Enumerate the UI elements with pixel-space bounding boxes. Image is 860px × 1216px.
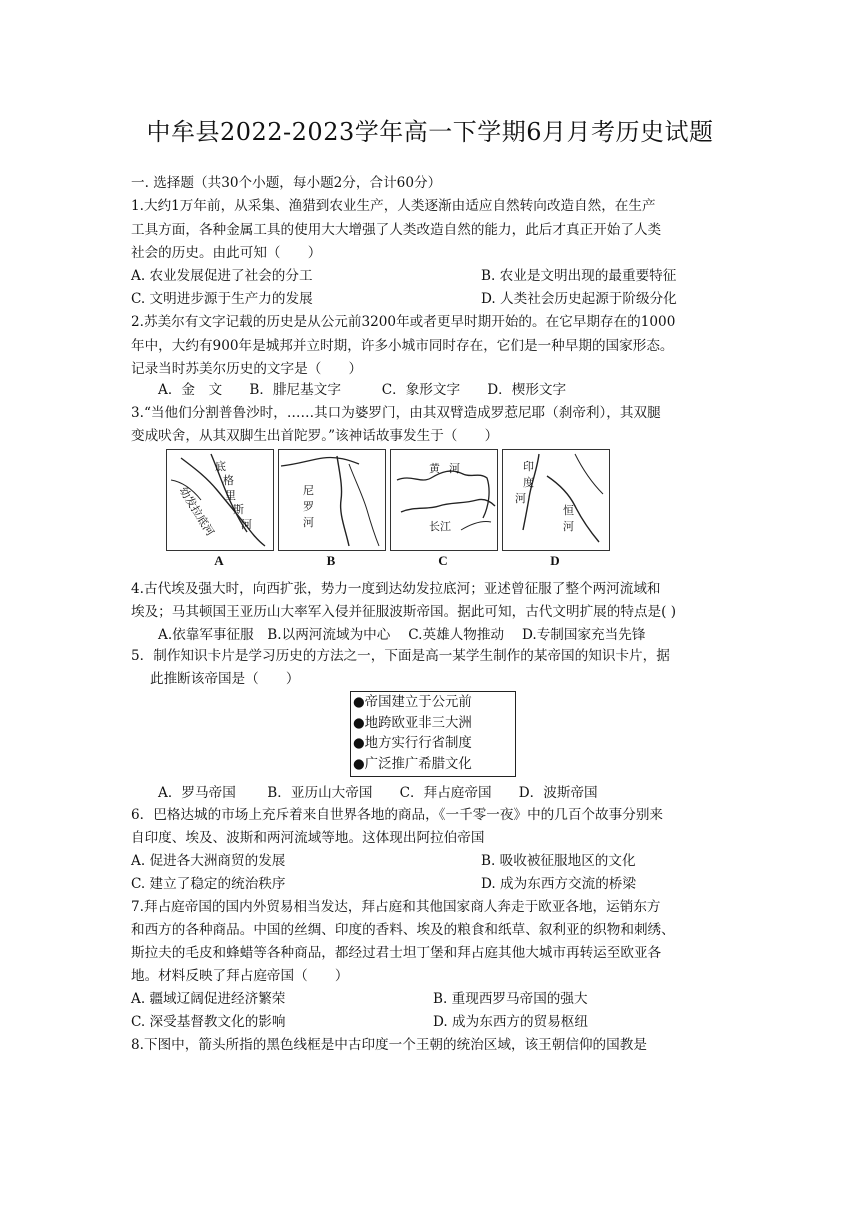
map-a-label-si: 斯 [233,503,244,516]
q6-option-c: C. 建立了稳定的统治秩序 [131,876,286,892]
q1-option-d: D. 人类社会历史起源于阶级分化 [481,291,677,307]
q8-stem-line1: 8.下图中，箭头所指的黑色线框是中古印度一个王朝的统治区域，该王朝信仰的国教是 [131,1037,647,1053]
q4-options: A.依靠军事征服 B.以两河流域为中心 C.英雄人物推动 D.专制国家充当先锋 [158,627,646,643]
map-d-label-he2: 河 [563,520,574,533]
q7-stem-line2: 和西方的各种商品。中国的丝绸、印度的香料、埃及的粮食和纸草、叙利亚的织物和刺绣、 [131,922,675,938]
q1-option-a: A. 农业发展促进了社会的分工 [131,268,313,284]
map-a-label-di: 底 [215,460,226,473]
q1-stem-line2: 工具方面，各种金属工具的使用大大增强了人类改造自然的能力，此后才真正开始了人类 [131,222,662,238]
q7-stem-line4: 地。材料反映了拜占庭帝国（ ） [131,968,349,984]
map-a-label-li: 里 [225,489,236,502]
q2-stem-line2: 年中，大约有900年是城邦并立时期，许多小城市同时存在，它们是一种早期的国家形态。 [131,338,674,354]
map-c-caption: C [438,553,448,568]
q7-option-b: B. 重现西罗马帝国的强大 [433,991,588,1007]
map-d-label-heng: 恒 [563,504,574,517]
q1-stem-line1: 1.大约1万年前，从采集、渔猎到农业生产，人类逐渐由适应自然转向改造自然，在生产 [131,198,656,214]
q6-option-a: A. 促进各大洲商贸的发展 [131,853,286,869]
map-b-caption: B [326,553,336,568]
card-item: ●广泛推广希腊文化 [353,756,472,772]
q7-option-c: C. 深受基督教文化的影响 [131,1014,286,1030]
knowledge-card [350,691,516,777]
map-c-label-he: 河 [449,462,460,475]
map-c-china [390,449,498,551]
map-b-label-luo: 罗 [303,500,314,513]
q6-stem-line1: 6．巴格达城的市场上充斥着来自世界各地的商品，《一千零一夜》中的几百个故事分别来 [131,807,664,823]
q6-stem-line2: 自印度、埃及、波斯和两河流域等地。这体现出阿拉伯帝国 [131,830,485,846]
map-d-caption: D [550,553,560,568]
q6-option-b: B. 吸收被征服地区的文化 [481,853,636,869]
q7-stem-line3: 斯拉夫的毛皮和蜂蜡等各种商品，都经过君士坦丁堡和拜占庭其他大城市再转运至欧亚各 [131,945,662,961]
q7-stem-line1: 7.拜占庭帝国的国内外贸易相当发达，拜占庭和其他国家商人奔走于欧亚各地，运销东方 [131,899,661,915]
q1-stem-line3: 社会的历史。由此可知（ ） [131,245,322,261]
q1-option-b: B. 农业是文明出现的最重要特征 [481,268,677,284]
map-d-label-he1: 河 [515,492,526,505]
q5-stem-line2: 此推断该帝国是（ ） [150,671,300,687]
map-b-label-ni: 尼 [303,484,314,497]
q3-stem-line2: 变成吠舍，从其双脚生出首陀罗。”该神话故事发生于（ ） [131,428,499,444]
q3-river-maps [160,449,720,573]
q7-option-d: D. 成为东西方的贸易枢纽 [433,1014,588,1030]
map-c-label-changjiang: 长江 [429,520,451,533]
card-item: ●帝国建立于公元前 [353,695,472,710]
q1-option-c: C. 文明进步源于生产力的发展 [131,291,313,307]
q4-stem-line2: 埃及；马其顿国王亚历山大率军入侵并征服波斯帝国。据此可知，古代文明扩展的特点是( ) [131,604,677,620]
card-item: ●地跨欧亚非三大洲 [353,715,472,731]
map-b-nile [278,449,386,551]
q7-option-a: A. 疆域辽阔促进经济繁荣 [131,991,286,1007]
q3-stem-line1: 3.“当他们分割普鲁沙时，……其口为婆罗门，由其双臂造成罗惹尼耶（刹帝利），其双腿 [131,405,661,421]
map-a-caption: A [214,553,224,568]
q2-stem-line1: 2.苏美尔有文字记载的历史是从公元前3200年或者更早时期开始的。在它早期存在的1000 [131,314,676,330]
map-a-mesopotamia [166,449,274,551]
q5-stem-line1: 5．制作知识卡片是学习历史的方法之一，下面是高一某学生制作的某帝国的知识卡片，据 [131,648,670,664]
map-d-india [502,449,610,551]
card-item: ●地方实行行省制度 [353,736,472,751]
q5-options: A．罗马帝国 B．亚历山大帝国 C．拜占庭帝国 D．波斯帝国 [158,785,598,801]
section-heading: 一. 选择题（共30个小题，每小题2分，合计60分） [131,175,442,191]
map-c-label-huang: 黄 [429,462,440,475]
map-a-label-euphrates: 幼发拉底河 [176,484,217,539]
map-d-label-yin: 印 [523,460,534,473]
q4-stem-line1: 4.古代埃及强大时，向西扩张，势力一度到达幼发拉底河；亚述曾征服了整个两河流域和 [131,581,661,597]
q2-stem-line3: 记录当时苏美尔历史的文字是（ ） [131,361,363,377]
exam-title: 中牟县2022-2023学年高一下学期6月月考历史试题 [146,118,714,146]
map-a-label-ge: 格 [223,474,234,487]
map-d-label-du: 度 [523,476,534,489]
q2-options: A．金 文 B．腓尼基文字 C．象形文字 D．楔形文字 [158,382,567,398]
map-a-label-he: 河 [241,518,252,531]
map-b-label-he: 河 [303,516,314,529]
q6-option-d: D. 成为东西方交流的桥梁 [481,876,636,892]
